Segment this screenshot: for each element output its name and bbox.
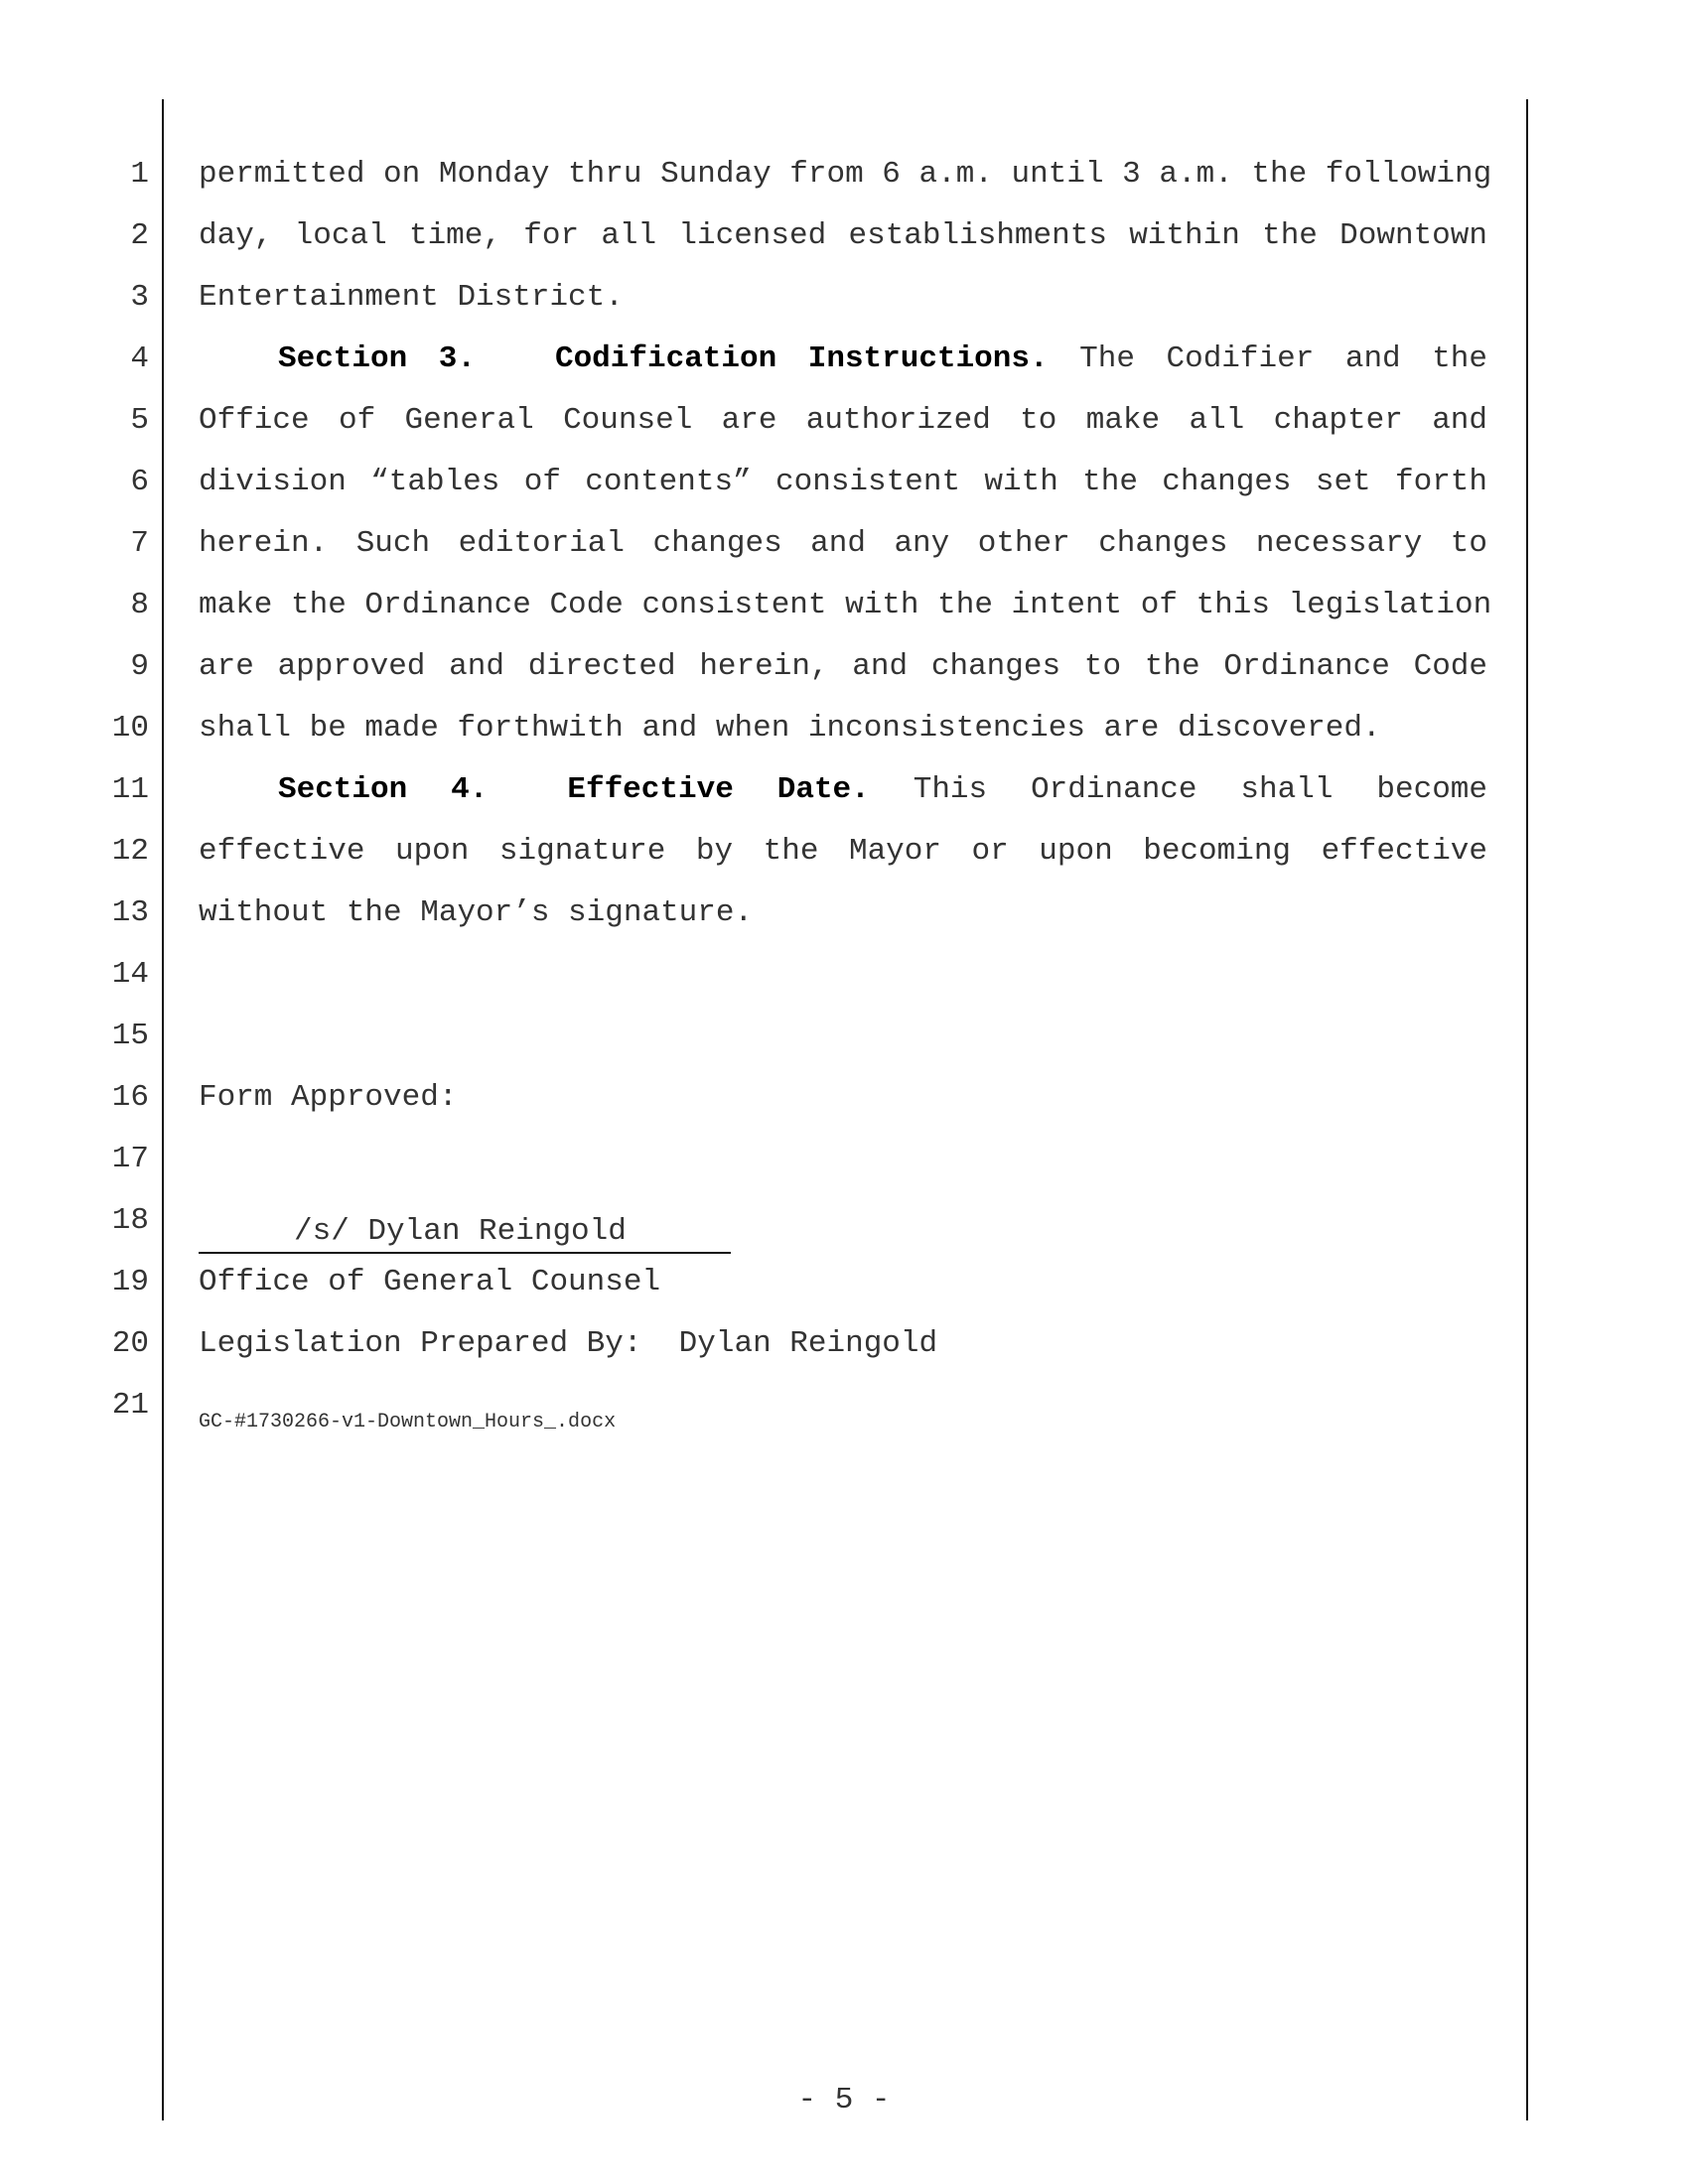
line-number: 11 — [111, 772, 149, 807]
line-number: 15 — [111, 1019, 149, 1053]
line-number: 14 — [111, 957, 149, 992]
line-number: 13 — [111, 895, 149, 930]
section-3-title: Codification Instructions. — [554, 341, 1049, 376]
form-approved-label: Form Approved: — [199, 1080, 458, 1115]
line-number: 20 — [111, 1326, 149, 1361]
signature-block — [199, 1214, 731, 1254]
line-number: 3 — [130, 280, 149, 315]
line-number: 16 — [111, 1080, 149, 1115]
section-3-label: Section 3. — [278, 341, 476, 376]
section-4-text: This Ordinance shall become — [913, 772, 1488, 807]
line-number: 17 — [111, 1142, 149, 1176]
prepared-by-label: Legislation Prepared By: Dylan Reingold — [199, 1326, 938, 1361]
line-number: 8 — [130, 588, 149, 622]
line-number: 4 — [130, 341, 149, 376]
document-id: GC-#1730266-v1-Downtown_Hours_.docx — [199, 1411, 617, 1433]
line-number: 5 — [130, 403, 149, 438]
signature-text: /s/ Dylan Reingold — [294, 1214, 627, 1249]
body-line: make the Ordinance Code consistent with the intent of this legislation — [199, 588, 1492, 622]
line-number: 10 — [111, 711, 149, 746]
body-line: are approved and directed herein, and changes to the Ordinance Code — [199, 649, 1487, 684]
section-3-text: The Codifier and the — [1079, 341, 1488, 376]
line-number: 2 — [130, 218, 149, 253]
body-line: division “tables of contents” consistent with the changes set forth — [199, 465, 1487, 499]
section-4-line — [199, 772, 1487, 808]
line-number: 9 — [130, 649, 149, 684]
body-line: effective upon signature by the Mayor or upon becoming effective — [199, 834, 1487, 869]
line-number: 6 — [130, 465, 149, 499]
body-line: herein. Such editorial changes and any other changes necessary to — [199, 526, 1487, 561]
body-line: Entertainment District. — [199, 280, 624, 315]
line-number: 12 — [111, 834, 149, 869]
body-line: shall be made forthwith and when inconsistencies are discovered. — [199, 711, 1381, 746]
line-number: 18 — [111, 1203, 149, 1238]
right-margin-rule — [1526, 99, 1528, 2120]
line-number: 19 — [111, 1265, 149, 1299]
line-number: 21 — [111, 1388, 149, 1423]
line-number: 1 — [130, 157, 149, 192]
body-line: day, local time, for all licensed establishments within the Downtown — [199, 218, 1487, 253]
body-line: Office of General Counsel are authorized to make all chapter and — [199, 403, 1487, 438]
office-label: Office of General Counsel — [199, 1265, 661, 1299]
signature-line — [199, 1252, 731, 1254]
section-4-title: Effective Date. — [567, 772, 870, 807]
line-number: 7 — [130, 526, 149, 561]
page-number: - 5 - — [797, 2083, 891, 2117]
body-line: without the Mayor’s signature. — [199, 895, 754, 930]
left-margin-rule — [162, 99, 164, 2120]
section-3-line — [199, 341, 1487, 377]
body-line: permitted on Monday thru Sunday from 6 a.m. until 3 a.m. the following — [199, 157, 1492, 192]
section-4-label: Section 4. — [278, 772, 489, 807]
